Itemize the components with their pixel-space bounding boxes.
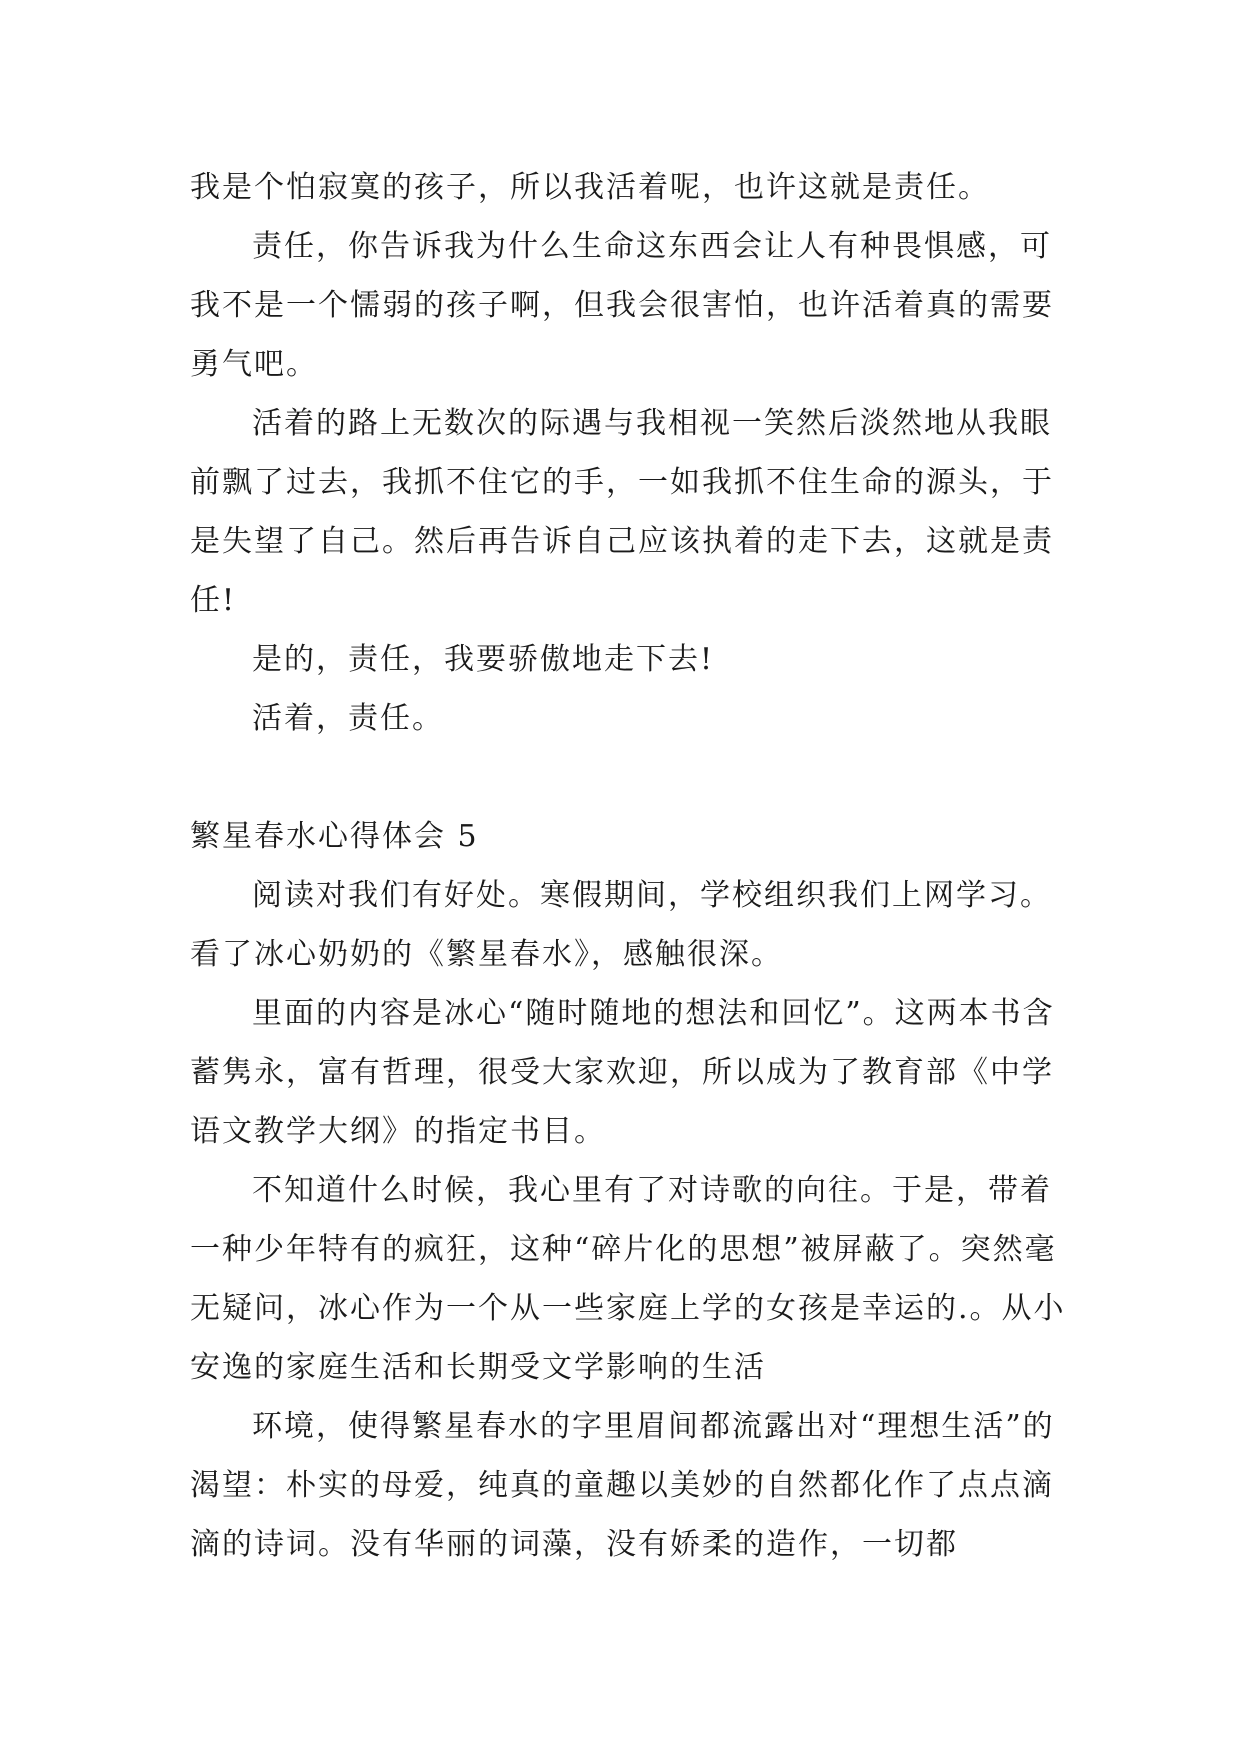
paragraph: 阅读对我们有好处。寒假期间，学校组织我们上网学习。看了冰心奶奶的《繁星春水》，感触很深。 [190,878,1052,972]
paragraph: 责任，你告诉我为什么生命这东西会让人有种畏惧感，可我不是一个懦弱的孩子啊，但我会很害怕，也许活着真的需要勇气吧。 [190,229,1054,382]
section-spacer [190,748,1070,807]
section-title: 繁星春水心得体会 5 [190,819,479,854]
paragraph: 不知道什么时候，我心里有了对诗歌的向往。于是，带着一种少年特有的疯狂，这种“碎片化的思想”被屏蔽了。突然毫无疑问，冰心作为一个从一些家庭上学的女孩是幸运的.。从小安逸的家庭生活和长期受文学影响的生活 [190,1173,1066,1385]
paragraph: 里面的内容是冰心“随时随地的想法和回忆”。这两本书含蓄隽永，富有哲理，很受大家欢迎，所以成为了教育部《中学语文教学大纲》的指定书目。 [190,996,1055,1149]
paragraph: 我是个怕寂寞的孩子，所以我活着呢，也许这就是责任。 [190,170,990,205]
paragraph: 环境，使得繁星春水的字里眉间都流露出对“理想生活”的渴望：朴实的母爱，纯真的童趣以美妙的自然都化作了点点滴滴的诗词。没有华丽的词藻，没有娇柔的造作，一切都 [190,1409,1055,1562]
paragraph: 活着，责任。 [252,701,444,736]
paragraph: 是的，责任，我要骄傲地走下去! [252,642,715,677]
paragraph: 活着的路上无数次的际遇与我相视一笑然后淡然地从我眼前飘了过去，我抓不住它的手，一如我抓不住生命的源头，于是失望了自己。然后再告诉自己应该执着的走下去，这就是责任! [190,406,1054,618]
document-body [190,158,1070,1574]
